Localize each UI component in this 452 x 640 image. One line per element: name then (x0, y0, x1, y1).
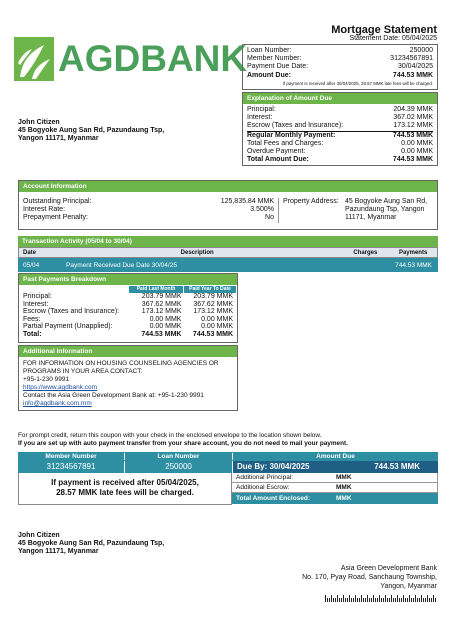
barcode-bar (357, 598, 358, 602)
loan-late-note: If payment is received after 30/04/2025, 28.57 MMK late fees will be charged. (282, 80, 433, 86)
past-payment-row (23, 293, 233, 301)
bank-logo (14, 33, 248, 85)
amount-due-row (247, 122, 433, 131)
barcode-bar (425, 598, 426, 602)
barcode-bar (381, 598, 382, 602)
amount-due-row (247, 106, 433, 114)
leaf-icon (14, 33, 54, 83)
coupon-header-loan: Loan Number (124, 453, 232, 460)
loan-summary-label: Payment Due Date: (247, 63, 309, 71)
past-payment-last: 367.62 MMK (141, 300, 182, 308)
transaction-header-charges: Charges (353, 249, 378, 256)
account-info-rows (23, 198, 279, 223)
remitter-address-line2: Yangon 11171, Myanmar (18, 548, 99, 555)
barcode-bar (421, 595, 422, 602)
amount-due-row (247, 132, 433, 140)
property-address (345, 198, 427, 223)
coupon-instruction: For prompt credit, return this coupon with your check in the enclosed envelope to the location shown below. (18, 432, 322, 439)
barcode-bar (367, 595, 368, 602)
barcode-bar (375, 598, 376, 602)
account-info-row (23, 198, 274, 206)
barcode-bar (399, 598, 400, 602)
remitter-name: John Citizen (18, 532, 60, 539)
barcode-bar (343, 595, 344, 602)
account-info-panel (18, 180, 438, 230)
amount-due-value: 204.39 MMK (393, 106, 433, 113)
account-info-label: Outstanding Principal: (23, 198, 92, 205)
account-info-title: Account Information (19, 181, 437, 192)
amount-due-value: 0.00 MMK (401, 139, 433, 147)
past-payment-last: 744.53 MMK (141, 330, 182, 338)
property-address-line: 45 Bogyoke Aung San Rd, (345, 198, 428, 205)
past-payment-label: Partial Payment (Unapplied): (23, 323, 113, 331)
contact-line: Contact the Asia Green Development Bank at: +95-1-230 9991 (23, 392, 204, 399)
past-payments-panel (18, 273, 238, 343)
amount-due-row (247, 114, 433, 122)
barcode-bar (413, 598, 414, 602)
barcode-bar (351, 598, 352, 602)
additional-escrow-field[interactable]: MMK (336, 484, 352, 491)
property-address-line: Pazundaung Tsp, Yangon (345, 206, 425, 214)
barcode-bar (391, 595, 392, 602)
customer-address (18, 119, 164, 143)
barcode-bar (333, 598, 334, 602)
website-link[interactable]: https://www.agdbank.com (23, 384, 98, 391)
late-fee-line1: If payment is received after 05/04/2025, (51, 478, 199, 487)
email-link[interactable]: info@agdbank.com.mm (23, 400, 92, 407)
barcode-bar (431, 598, 432, 602)
counseling-line1: FOR INFORMATION ON HOUSING COUNSELING AGENCIES OR (23, 360, 219, 367)
barcode-bar (345, 598, 346, 602)
barcode-bar (385, 595, 386, 602)
past-payment-label: Total: (23, 330, 42, 338)
past-payment-last: 203.79 MMK (141, 293, 182, 300)
amount-due-value: 744.53 MMK (392, 156, 433, 164)
amount-due-label: Principal: (247, 106, 276, 113)
amount-due-row (247, 156, 433, 164)
barcode-bar (331, 595, 332, 602)
past-payments-title: Past Payments Breakdown (19, 274, 237, 285)
customer-name: John Citizen (18, 119, 60, 126)
total-enclosed-label: Total Amount Enclosed: (236, 495, 311, 502)
barcode-bar (325, 595, 326, 602)
barcode-bar (347, 598, 348, 602)
coupon-due-by: Due By: 30/04/2025 (237, 462, 310, 471)
amount-due-row (247, 148, 433, 156)
additional-principal-label: Additional Principal: (236, 474, 294, 481)
account-info-value: 125,835.84 MMK (220, 198, 274, 205)
bank-address (302, 564, 437, 591)
past-payment-ytd: 0.00 MMK (201, 323, 233, 331)
additional-info-panel (18, 345, 238, 411)
barcode-bar (377, 598, 378, 602)
barcode-bar (429, 598, 430, 602)
past-payment-ytd: 173.12 MMK (193, 308, 233, 316)
property-address-line: 11171, Myanmar (345, 214, 397, 222)
barcode-bar (355, 595, 356, 602)
barcode-bar (389, 598, 390, 602)
barcode-bar (423, 598, 424, 602)
loan-summary-row (247, 55, 433, 63)
additional-info-title: Additional Information (19, 346, 237, 357)
past-payment-last: 0.00 MMK (149, 315, 182, 323)
loan-summary-label: Loan Number: (247, 47, 292, 54)
barcode-bar (337, 595, 338, 602)
amount-due-panel (242, 92, 438, 166)
past-payment-label: Fees: (23, 315, 41, 323)
past-payment-ytd: 367.62 MMK (193, 300, 233, 308)
transaction-header-date: Date (23, 249, 37, 256)
amount-due-value: 0.00 MMK (401, 148, 433, 156)
loan-summary-box (242, 44, 438, 90)
transaction-description: Payment Received Due Date 30/04/25 (66, 261, 177, 269)
property-address-label: Property Address: (283, 198, 339, 205)
barcode-bar (359, 598, 360, 602)
account-info-label: Interest Rate: (23, 206, 66, 214)
barcode-bar (387, 598, 388, 602)
barcode-bar (383, 598, 384, 602)
barcode-bar (335, 598, 336, 602)
barcode-bar (397, 595, 398, 602)
additional-escrow-label: Additional Escrow: (236, 484, 290, 491)
loan-summary-row (247, 72, 433, 80)
past-payment-last: 0.00 MMK (149, 323, 182, 331)
remitter-address-line1: 45 Bogyoke Aung San Rd, Pazundaung Tsp, (18, 540, 165, 547)
transaction-title: Transaction Activity (05/04 to 30/04) (18, 236, 438, 247)
total-enclosed-field[interactable]: MMK (336, 495, 352, 502)
barcode-bar (427, 595, 428, 602)
transaction-payments: 744.53 MMK (395, 261, 432, 269)
loan-summary-label: Amount Due: (247, 71, 291, 79)
barcode-bar (419, 598, 420, 602)
barcode-bar (365, 598, 366, 602)
amount-due-value: 744.53 MMK (392, 131, 433, 139)
loan-summary-row (247, 47, 433, 55)
barcode-bar (373, 595, 374, 602)
amount-due-label: Overdue Payment: (247, 148, 306, 156)
account-info-row (23, 206, 274, 214)
barcode-bar (435, 598, 436, 602)
bank-address-line1: No. 170, Pyay Road, Sanchaung Township, (302, 574, 437, 581)
barcode-bar (379, 595, 380, 602)
loan-summary-value: 250000 (409, 47, 433, 54)
postal-barcode (325, 595, 437, 602)
account-info-row (23, 214, 274, 222)
coupon-autopay-note: If you are set up with auto payment transfer from your share account, you do not need to mail your payment. (18, 440, 348, 447)
barcode-bar (349, 595, 350, 602)
barcode-bar (329, 598, 330, 602)
coupon-header-row (18, 452, 438, 461)
transaction-date: 05/04 (23, 261, 40, 269)
barcode-bar (361, 595, 362, 602)
past-payment-label: Interest: (23, 300, 49, 308)
past-payments-rows (19, 293, 237, 339)
amount-due-row (247, 140, 433, 148)
past-payment-ytd: 744.53 MMK (192, 330, 233, 338)
barcode-bar (403, 595, 404, 602)
past-payment-last: 173.12 MMK (141, 308, 182, 316)
past-payment-label: Principal: (23, 293, 52, 300)
barcode-bar (327, 598, 328, 602)
barcode-bar (371, 598, 372, 602)
bank-address-name: Asia Green Development Bank (340, 565, 437, 572)
loan-summary-rows (247, 47, 433, 80)
coupon-loan-number: 250000 (124, 461, 232, 473)
transaction-row (18, 258, 438, 272)
barcode-bar (363, 598, 364, 602)
barcode-bar (409, 595, 410, 602)
past-payment-label: Escrow (Taxes and Insurance): (23, 308, 120, 316)
paid-last-month-header: Paid Last Month (129, 286, 183, 293)
barcode-bar (401, 598, 402, 602)
past-payment-ytd: 0.00 MMK (201, 315, 233, 323)
barcode-bar (369, 598, 370, 602)
coupon-header-amount: Amount Due (232, 453, 438, 460)
customer-address-line2: Yangon 11171, Myanmar (18, 135, 99, 142)
barcode-bar (395, 598, 396, 602)
account-info-label: Prepayment Penalty: (23, 214, 88, 222)
paid-ytd-header: Paid Year To Date (184, 286, 236, 293)
amount-due-label: Total Fees and Charges: (247, 139, 324, 147)
statement-title: Mortgage Statement (331, 24, 437, 36)
transaction-header-payments: Payments (398, 249, 428, 256)
amount-due-label: Regular Monthly Payment: (247, 131, 336, 139)
transaction-header-row (18, 247, 438, 258)
transaction-header-description: Description (180, 249, 214, 256)
amount-due-label: Total Amount Due: (247, 156, 309, 164)
account-info-value: 3.500% (250, 206, 274, 214)
additional-principal-field[interactable]: MMK (336, 474, 352, 481)
barcode-bar (353, 598, 354, 602)
amount-due-value: 367.02 MMK (393, 114, 433, 122)
amount-due-rows (243, 104, 437, 166)
payment-coupon (18, 452, 438, 506)
statement-date: Statement Date: 05/04/2025 (349, 35, 437, 42)
customer-address-line1: 45 Bogyoke Aung San Rd, Pazundaung Tsp, (18, 127, 165, 134)
barcode-bar (417, 598, 418, 602)
barcode-bar (433, 595, 434, 602)
bank-address-line2: Yangon, Myanmar (380, 583, 437, 590)
barcode-bar (341, 598, 342, 602)
coupon-header-member: Member Number (45, 453, 97, 460)
past-payment-row (23, 316, 233, 324)
coupon-member-number: 31234567891 (18, 461, 124, 473)
past-payment-row (23, 323, 233, 331)
past-payment-row (23, 331, 233, 339)
past-payment-row (23, 301, 233, 309)
bank-name: AGDBANK (58, 38, 248, 79)
coupon-amount: 744.53 MMK (374, 462, 420, 471)
loan-summary-row (247, 63, 433, 71)
account-info-value: No (265, 214, 274, 222)
loan-summary-value: 31234567891 (390, 55, 433, 63)
barcode-bar (405, 598, 406, 602)
loan-summary-label: Member Number: (247, 55, 302, 63)
late-fee-line2: 28.57 MMK late fees will be charged. (56, 488, 194, 497)
counseling-phone: +95-1-230 9991 (23, 376, 70, 383)
amount-due-title: Explanation of Amount Due (243, 93, 437, 104)
loan-summary-value: 30/04/2025 (397, 63, 433, 71)
amount-due-label: Escrow (Taxes and Insurance): (247, 122, 344, 130)
counseling-line2: PROGRAMS IN YOUR AREA CONTACT: (23, 368, 143, 375)
remitter-address (18, 532, 164, 556)
barcode-bar (339, 598, 340, 602)
barcode-bar (415, 595, 416, 602)
barcode-bar (411, 598, 412, 602)
amount-due-value: 173.12 MMK (393, 122, 433, 130)
transaction-panel (18, 236, 438, 272)
past-payment-ytd: 203.79 MMK (193, 293, 233, 300)
loan-summary-value: 744.53 MMK (392, 71, 433, 79)
barcode-bar (393, 598, 394, 602)
amount-due-label: Interest: (247, 114, 273, 122)
past-payment-row (23, 308, 233, 316)
barcode-bar (407, 598, 408, 602)
